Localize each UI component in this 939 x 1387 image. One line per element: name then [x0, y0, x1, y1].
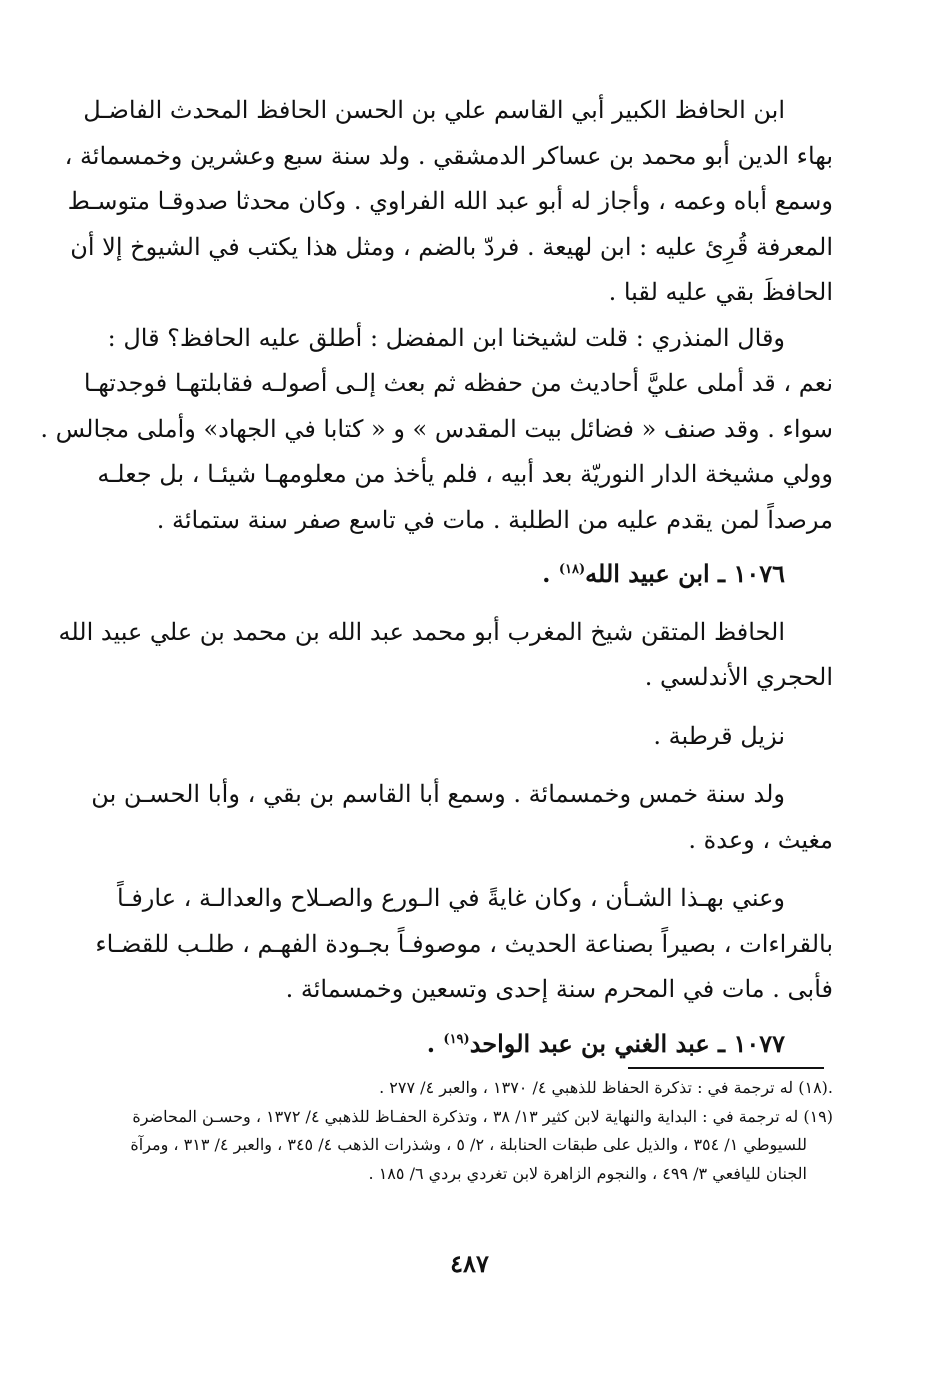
text-line: وعني بهـذا الشـأن ، وكان غايةً في الـورع والصـلاح والعدالـة ، عارفـاً	[116, 884, 785, 912]
text-line: بهاء الدين أبو محمد بن عساكر الدمشقي . ولد سنة سبع وعشرين وخمسمائة ،	[64, 141, 833, 170]
footnote-19: (١٩) له ترجمة في : البداية والنهاية لابن كثير ١٣/ ٣٨ ، وتذكرة الحفـاظ للذهبي ٤/ ١٣٧٢ ، وحسـن المحاضرة	[132, 1106, 833, 1126]
text-line: الحافظ المتقن شيخ المغرب أبو محمد عبد الله بن محمد بن علي عبيد الله	[58, 617, 785, 646]
footnote-ref: (١٩)	[443, 1031, 470, 1047]
entry-heading-1077: ١٠٧٧ ـ عبد الغني بن عبد الواحد$^{(١٩)}$ .	[426, 1028, 785, 1058]
text-line: مغيث ، وعدة .	[688, 825, 833, 854]
text-line: مرصداً لمن يقدم عليه من الطلبة . مات في تاسع صفر سنة ستمائة .	[156, 505, 833, 534]
text-line: ابن الحافظ الكبير أبي القاسم علي بن الحسن الحافظ المحدث الفاضـل	[83, 96, 785, 124]
main-text	[40, 88, 833, 1066]
entry-number: ١٠٧٧	[733, 1028, 785, 1058]
text-line: سواء . وقد صنف « فضائل بيت المقدس » و « كتابا في الجهاد» وأملى مجالس .	[40, 414, 833, 443]
text-line: فأبى . مات في المحرم سنة إحدى وتسعين وخمسمائة .	[285, 975, 833, 1003]
footnote-divider	[628, 1067, 824, 1069]
text-line: وسمع أباه وعمه ، وأجاز له أبو عبد الله الفراوي . وكان محدثا صدوقـا متوسـط	[67, 187, 833, 215]
footnote-18: .(١٨) له ترجمة في : تذكرة الحفاظ للذهبي ٤/ ١٣٧٠ ، والعبر ٤/ ٢٧٧ .	[379, 1078, 833, 1097]
text-line: المعرفة قُرِئ عليه : ابن لهيعة . فردّ بالضم ، ومثل هذا يكتب في الشيوخ إلا أن	[70, 232, 833, 261]
text-line: وقال المنذري : قلت لشيخنا ابن المفضل : أطلق عليه الحافظ؟ قال :	[107, 323, 785, 352]
text-line: الحجري الأندلسي .	[644, 663, 833, 691]
footnote-19-cont: للسيوطي ١/ ٣٥٤ ، والذيل على طبقات الحنابلة ، ٢/ ٥ ، وشذرات الذهب ٤/ ٣٤٥ ، والعبر ٤/ ٣١٣ ، ومرآة	[130, 1135, 807, 1154]
entry-number: ١٠٧٦	[733, 559, 785, 588]
footnotes	[128, 1074, 833, 1188]
text-line: الحافظَ بقي عليه لقبا .	[608, 278, 833, 306]
text-line: نعم ، قد أملى عليَّ أحاديث من حفظه ثم بعث إلـى أصولـه فقابلتهـا فوجدتهـا	[83, 369, 833, 397]
footnote-19-cont: الجنان لليافعي ٣/ ٤٩٩ ، والنجوم الزاهرة لابن تغردي بردي ٦/ ١٨٥ .	[368, 1163, 807, 1183]
page-number: ٤٨٧	[450, 1249, 489, 1278]
text-line: بالقراءات ، بصيراً بصناعة الحديث ، موصوفـاً بجـودة الفهـم ، طلـب للقضـاء	[95, 929, 833, 958]
entry-name: عبد الغني بن عبد الواحد	[469, 1028, 710, 1058]
footnote-ref: (١٨)	[558, 562, 586, 577]
entry-name: ابن عبيد الله	[585, 559, 710, 588]
text-line: نزيل قرطبة .	[653, 721, 785, 750]
text-line: وولي مشيخة الدار النوريّة بعد أبيه ، فلم يأخذ من معلومهـا شيئـا ، بل جعلـه	[97, 460, 833, 488]
text-line: ولد سنة خمس وخمسمائة . وسمع أبا القاسم بن بقي ، وأبا الحسـن بن	[91, 780, 785, 808]
entry-heading-1076: ١٠٧٦ ـ ابن عبيد الله$^{(١٨)}$ .	[542, 559, 785, 588]
